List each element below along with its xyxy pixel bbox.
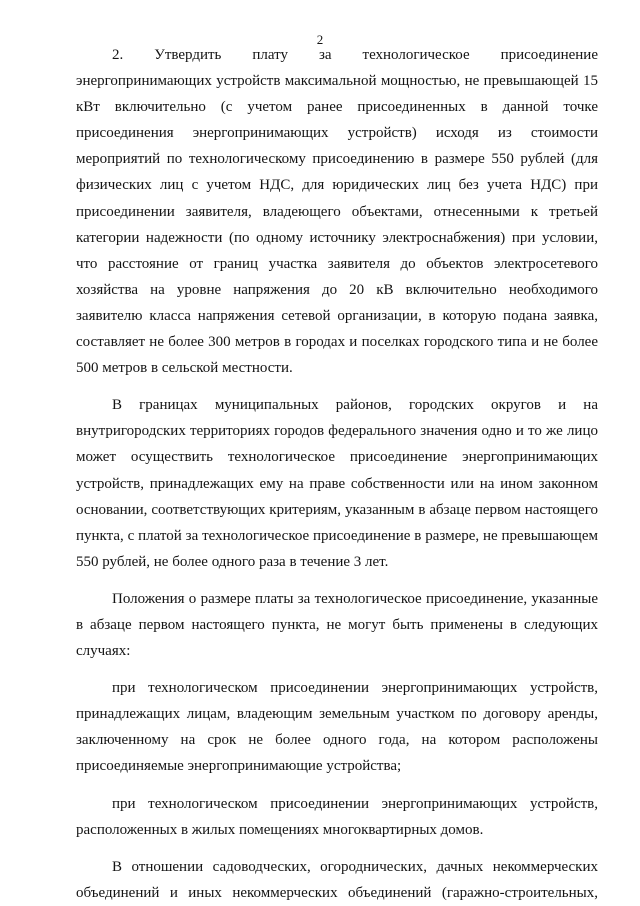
text-line: при технологическом присоединении энергопринимающих устройств, [112, 795, 598, 812]
paragraph-exception-apartments [76, 791, 598, 843]
text-line: объединений и иных некоммерческих объединений (гаражно-строительных, [76, 884, 598, 901]
text-line: энергопринимающих устройств максимальной мощностью, не превышающей 15 [76, 73, 598, 90]
text-line: физических лиц с учетом НДС, для юридических лиц без учета НДС) при [76, 177, 598, 194]
text-line: хозяйства на уровне напряжения до 20 кВ включительно необходимого [76, 281, 598, 298]
paragraph-exception-lease [76, 675, 598, 779]
text-line: основании, соответствующих критериям, указанным в абзаце первом настоящего [76, 501, 598, 518]
text-line: 500 метров в сельской местности. [76, 360, 293, 377]
text-line: в абзаце первом настоящего пункта, не могут быть применены в следующих [76, 616, 598, 633]
document-body [76, 42, 598, 906]
text-line: 550 рублей, не более одного раза в течение 3 лет. [76, 553, 389, 570]
text-line: может осуществить технологическое присоединение энергопринимающих [76, 449, 598, 466]
text-line: принадлежащих лицам, владеющим земельным участком по договору аренды, [76, 706, 598, 723]
text-line: что расстояние от границ участка заявителя до объектов электросетевого [76, 255, 598, 272]
text-line: заявителю класса напряжения сетевой организации, в которую подана заявка, [76, 307, 598, 324]
text-line: присоединения энергопринимающих устройств) исходя из стоимости [76, 125, 598, 142]
text-line: В границах муниципальных районов, городских округов и на [112, 397, 598, 414]
text-line: Положения о размере платы за технологическое присоединение, указанные [112, 590, 598, 607]
text-line: при технологическом присоединении энергопринимающих устройств, [112, 680, 598, 697]
paragraph-municipal-boundaries [76, 392, 598, 575]
text-line: 2. Утвердить плату за технологическое присоединение [112, 47, 598, 63]
text-line: кВт включительно (с учетом ранее присоединенных в данной точке [76, 99, 598, 116]
text-line: категории надежности (по одному источнику электроснабжения) при условии, [76, 229, 598, 246]
text-line: В отношении садоводческих, огороднических, дачных некоммерческих [112, 858, 598, 875]
text-line: устройств, принадлежащих ему на праве собственности или на ином законном [76, 475, 598, 492]
text-line: присоединяемые энергопринимающие устройства; [76, 758, 402, 775]
text-line: пункта, с платой за технологическое присоединение в размере, не превышающем [76, 527, 598, 544]
text-line: случаях: [76, 643, 131, 660]
text-line: мероприятий по технологическому присоединению в размере 550 рублей (для [76, 151, 598, 168]
paragraph-nonprofit-associations [76, 854, 598, 906]
text-line: составляет не более 300 метров в городах и поселках городского типа и не более [76, 334, 598, 351]
text-line: внутригородских территориях городов федерального значения одно и то же лицо [76, 423, 598, 440]
text-line: расположенных в жилых помещениях многоквартирных домов. [76, 821, 484, 838]
text-line: присоединении заявителя, владеющего объектами, отнесенными к третьей [76, 203, 598, 220]
paragraph-exceptions-intro [76, 586, 598, 664]
page-number: 2 [316, 32, 324, 47]
text-line: заключенному на срок не более одного года, на котором расположены [76, 732, 598, 749]
paragraph-item-2-tariff [76, 42, 598, 381]
